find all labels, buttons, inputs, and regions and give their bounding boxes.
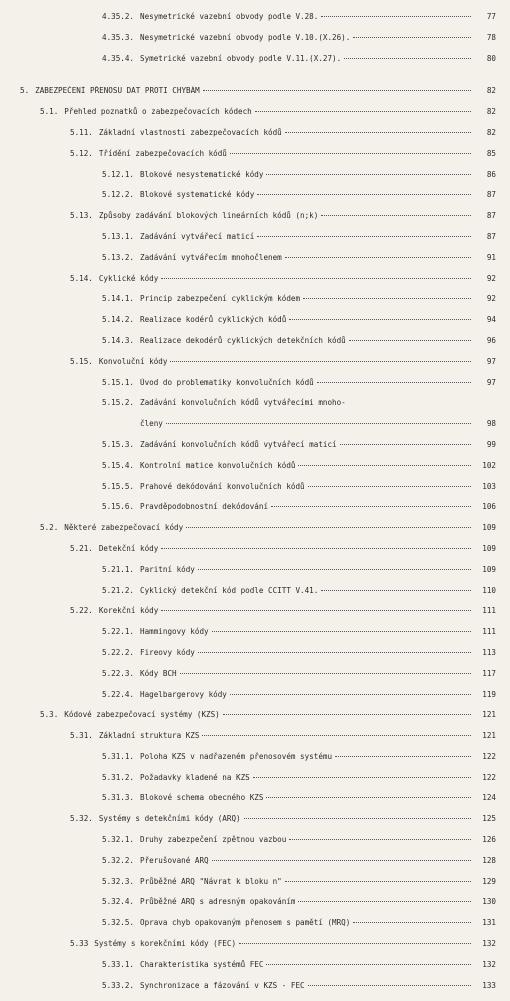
toc-entry-page: 92 <box>486 273 496 283</box>
toc-entry-number: 4.35.4. <box>102 53 135 63</box>
toc-entry <box>0 232 510 253</box>
toc-entry-page: 125 <box>482 814 496 824</box>
toc-entry-page: 109 <box>482 564 496 574</box>
toc-entry-page: 132 <box>482 959 496 969</box>
toc-entry-page: 106 <box>482 502 496 512</box>
toc-entry-page: 121 <box>482 731 496 741</box>
toc-entry-title: Systémy s detekčními kódy (ARQ) <box>98 814 241 824</box>
toc-entry-title: Kontrolní matice konvolučních kódů <box>140 460 296 470</box>
toc-entry-number: 5.31.2. <box>102 772 135 782</box>
toc-dot-leader <box>186 527 471 528</box>
toc-entry-number: 4.35.3. <box>102 32 135 42</box>
toc-dot-leader <box>166 423 471 424</box>
toc-entry <box>0 606 510 627</box>
toc-entry-title: Druhy zabezpečení zpětnou vazbou <box>140 835 287 845</box>
toc-entry-title: Pravděpodobnostní dekódování <box>140 502 269 512</box>
toc-dot-leader <box>321 16 471 17</box>
toc-entry-title: Cyklické kódy <box>98 273 159 283</box>
toc-dot-leader <box>266 964 471 965</box>
toc-entry-page: 111 <box>482 606 496 616</box>
toc-dot-leader <box>230 694 471 695</box>
toc-entry-page: 87 <box>486 231 496 241</box>
toc-entry-title: Systémy s korekčními kódy (FEC) <box>94 939 237 949</box>
toc-entry-title: Oprava chyb opakovaným přenosem s pamětí (MRQ) <box>140 918 351 928</box>
toc-entry-page: 131 <box>482 918 496 928</box>
toc-dot-leader <box>170 361 471 362</box>
toc-dot-leader <box>202 735 471 736</box>
toc-entry-page: 126 <box>482 835 496 845</box>
toc-dot-leader <box>161 548 471 549</box>
toc-entry-page: 109 <box>482 523 496 533</box>
toc-entry-page: 133 <box>482 980 496 990</box>
toc-entry-number: 5.2. <box>40 523 59 533</box>
toc-entry-number: 5.3. <box>40 710 59 720</box>
toc-entry <box>0 190 510 211</box>
toc-entry-title: Korekční kódy <box>98 606 159 616</box>
toc-dot-leader <box>321 590 471 591</box>
toc-entry-title: Zadávání konvolučních kódů vytvářecí maticí <box>140 439 337 449</box>
toc-entry <box>0 565 510 586</box>
toc-entry-page: 85 <box>486 148 496 158</box>
toc-entry-number: 5.32. <box>70 814 93 824</box>
toc-entry-page: 128 <box>482 855 496 865</box>
toc-entry <box>0 939 510 960</box>
toc-entry <box>0 544 510 565</box>
toc-entry <box>0 149 510 170</box>
toc-dot-leader <box>203 90 471 91</box>
toc-entry <box>0 294 510 315</box>
toc-dot-leader <box>298 465 471 466</box>
toc-dot-leader <box>230 153 471 154</box>
toc-entry-title: Průběžné ARQ s adresným opakováním <box>140 897 296 907</box>
toc-entry-number: 5.22.3. <box>102 668 135 678</box>
toc-entry-number: 5.15. <box>70 356 93 366</box>
toc-dot-leader <box>285 132 471 133</box>
toc-entry-page: 119 <box>482 689 496 699</box>
toc-entry-page: 98 <box>486 419 496 429</box>
toc-dot-leader <box>340 444 471 445</box>
toc-entry-title: Základní struktura KZS <box>98 731 200 741</box>
toc-dot-leader <box>266 797 471 798</box>
toc-entry-page: 113 <box>482 647 496 657</box>
toc-entry-title: Fireovy kódy <box>140 647 195 657</box>
toc-entry-number: 5.13. <box>70 211 93 221</box>
toc-entry-page: 97 <box>486 356 496 366</box>
toc-entry-title: Detekční kódy <box>98 543 159 553</box>
toc-entry-title: ZABEZPEČENÍ PŘENOSU DAT PROTI CHYBÁM <box>35 86 200 96</box>
toc-entry-number: 5.12.1. <box>102 169 135 179</box>
toc-dot-leader <box>198 652 471 653</box>
toc-entry <box>0 357 510 378</box>
toc-entry <box>0 33 510 54</box>
toc-entry-number: 5. <box>20 86 30 96</box>
toc-entry-number: 5.32.2. <box>102 855 135 865</box>
toc-dot-leader <box>308 486 471 487</box>
toc-entry <box>0 793 510 814</box>
toc-entry-number: 5.33.1. <box>102 959 135 969</box>
toc-entry <box>0 690 510 711</box>
toc-chapter-entry <box>0 86 510 107</box>
toc-entry <box>0 502 510 523</box>
toc-dot-leader <box>244 818 471 819</box>
toc-entry-page: 82 <box>486 86 496 96</box>
toc-entry-title: Symetrické vazební obvody podle V.11.(X.27). <box>140 53 342 63</box>
toc-entry-title: Zadávání vytvářecím mnohočlenem <box>140 252 282 262</box>
toc-entry <box>0 897 510 918</box>
toc-entry-number: 5.13.1. <box>102 231 135 241</box>
toc-entry <box>0 378 510 399</box>
toc-entry <box>0 54 510 75</box>
toc-entry-number: 5.14.2. <box>102 315 135 325</box>
toc-entry-page: 121 <box>482 710 496 720</box>
toc-entry <box>0 461 510 482</box>
toc-entry-page: 92 <box>486 294 496 304</box>
toc-entry-number: 5.14.1. <box>102 294 135 304</box>
toc-entry <box>0 918 510 939</box>
toc-entry-number: 5.14.3. <box>102 335 135 345</box>
toc-entry <box>0 253 510 274</box>
toc-entry <box>0 669 510 690</box>
toc-dot-leader <box>289 319 471 320</box>
toc-entry-title: Nesymetrické vazební obvody podle V.10.(X.26). <box>140 32 351 42</box>
toc-entry <box>0 170 510 191</box>
toc-entry <box>0 773 510 794</box>
toc-entry-continuation <box>0 419 510 440</box>
toc-dot-leader <box>180 673 471 674</box>
toc-dot-leader <box>303 298 471 299</box>
toc-dot-leader <box>212 860 471 861</box>
toc-entry-page: 109 <box>482 543 496 553</box>
toc-entry-title: Požadavky kladené na KZS <box>140 772 250 782</box>
toc-entry <box>0 627 510 648</box>
toc-entry-title: Poloha KZS v nadřazeném přenosovém systému <box>140 751 333 761</box>
toc-entry-number: 5.15.1. <box>102 377 135 387</box>
toc-entry-title: Charakteristika systémů FEC <box>140 959 264 969</box>
toc-entry-page: 124 <box>482 793 496 803</box>
toc-entry-page: 87 <box>486 190 496 200</box>
toc-dot-leader <box>285 257 471 258</box>
toc-entry-page: 80 <box>486 53 496 63</box>
toc-entry-title: Způsoby zadávání blokových lineárních kódů (n;k) <box>98 211 319 221</box>
toc-entry-page: 102 <box>482 460 496 470</box>
toc-entry <box>0 731 510 752</box>
toc-entry-title: Průběžné ARQ "Návrat k bloku n" <box>140 876 282 886</box>
toc-dot-leader <box>266 174 471 175</box>
toc-dot-leader <box>298 901 471 902</box>
toc-entry <box>0 398 510 419</box>
toc-entry-number: 5.31. <box>70 731 93 741</box>
toc-dot-leader <box>161 610 471 611</box>
toc-entry-number: 5.1. <box>40 107 59 117</box>
toc-entry-title: Konvoluční kódy <box>98 356 168 366</box>
toc-entry <box>0 107 510 128</box>
toc-entry-number: 5.31.1. <box>102 751 135 761</box>
toc-entry-number: 5.11. <box>70 127 93 137</box>
toc-entry <box>0 648 510 669</box>
toc-dot-leader <box>289 839 471 840</box>
toc-entry-number: 5.15.3. <box>102 439 135 449</box>
toc-dot-leader <box>353 37 471 38</box>
toc-entry-title: Realizace dekodérů cyklických detekčních kódů <box>140 335 346 345</box>
toc-entry <box>0 960 510 981</box>
toc-entry-title: Kódové zabezpečovací systémy (KZS) <box>64 710 220 720</box>
toc-dot-leader <box>344 58 471 59</box>
toc-entry-number: 5.22.4. <box>102 689 135 699</box>
toc-dot-leader <box>257 236 471 237</box>
toc-dot-leader <box>212 631 471 632</box>
toc-entry-title: Kódy BCH <box>140 668 177 678</box>
toc-entry-page: 99 <box>486 439 496 449</box>
toc-entry-number: 5.22.1. <box>102 627 135 637</box>
toc-entry <box>0 856 510 877</box>
toc-dot-leader <box>271 506 471 507</box>
toc-entry <box>0 586 510 607</box>
toc-entry-number: 5.15.6. <box>102 502 135 512</box>
toc-entry-number: 5.15.5. <box>102 481 135 491</box>
toc-entry-number: 5.21. <box>70 543 93 553</box>
toc-entry <box>0 211 510 232</box>
section-spacer <box>0 74 510 86</box>
toc-entry-title: Úvod do problematiky konvolučních kódů <box>140 377 314 387</box>
toc-entry-page: 87 <box>486 211 496 221</box>
toc-entry-page: 91 <box>486 252 496 262</box>
toc-entry-title: Zadávání konvolučních kódů vytvářecími mnoho- <box>140 398 346 408</box>
toc-entry <box>0 482 510 503</box>
toc-entry-number: 5.33.2. <box>102 980 135 990</box>
toc-entry-number: 5.22.2. <box>102 647 135 657</box>
toc-entry-title: Blokové schema obecného KZS <box>140 793 264 803</box>
toc-entry-page: 86 <box>486 169 496 179</box>
toc-entry-page: 96 <box>486 335 496 345</box>
toc-entry-number: 5.32.3. <box>102 876 135 886</box>
toc-dot-leader <box>198 569 471 570</box>
toc-entry-title-continued: členy <box>140 419 163 429</box>
toc-dot-leader <box>253 777 471 778</box>
toc-entry-page: 129 <box>482 876 496 886</box>
toc-dot-leader <box>223 714 471 715</box>
toc-entry-number: 5.15.2. <box>102 398 135 408</box>
toc-entry-page: 94 <box>486 315 496 325</box>
toc-entry-number: 5.15.4. <box>102 460 135 470</box>
toc-entry-page: 130 <box>482 897 496 907</box>
toc-entry-number: 5.22. <box>70 606 93 616</box>
toc-entry-title: Základní vlastnosti zabezpečovacích kódů <box>98 127 282 137</box>
toc-dot-leader <box>317 382 471 383</box>
toc-entry-number: 4.35.2. <box>102 12 135 21</box>
toc-entry-title: Blokové systematické kódy <box>140 190 255 200</box>
toc-entry <box>0 336 510 357</box>
toc-entry-page: 78 <box>486 32 496 42</box>
toc-entry <box>0 315 510 336</box>
toc-entry-page: 103 <box>482 481 496 491</box>
toc-entry-number: 5.12. <box>70 148 93 158</box>
toc-entry-page: 111 <box>482 627 496 637</box>
toc-entry-title: Nesymetrické vazební obvody podle V.28. <box>140 12 319 21</box>
toc-entry-number: 5.33 <box>70 939 89 949</box>
toc-entry-title: Synchronizace a fázování v KZS - FEC <box>140 980 305 990</box>
toc-entry-page: 117 <box>482 668 496 678</box>
toc-entry <box>0 128 510 149</box>
toc-entry-number: 5.13.2. <box>102 252 135 262</box>
toc-entry <box>0 981 510 1001</box>
toc-entry-title: Paritní kódy <box>140 564 195 574</box>
toc-entry <box>0 523 510 544</box>
toc-entry-number: 5.32.5. <box>102 918 135 928</box>
toc-dot-leader <box>349 340 471 341</box>
toc-entry-page: 132 <box>482 939 496 949</box>
toc-dot-leader <box>321 215 471 216</box>
toc-entry-number: 5.32.4. <box>102 897 135 907</box>
toc-dot-leader <box>335 756 471 757</box>
toc-entry <box>0 877 510 898</box>
toc-entry-title: Třídění zabezpečovacích kódů <box>98 148 227 158</box>
toc-dot-leader <box>255 111 471 112</box>
toc-entry <box>0 440 510 461</box>
toc-dot-leader <box>239 943 471 944</box>
toc-entry-title: Cyklický detekční kód podle CCITT V.41. <box>140 585 319 595</box>
toc-entry-title: Hagelbargerovy kódy <box>140 689 227 699</box>
toc-dot-leader <box>353 922 471 923</box>
toc-dot-leader <box>257 194 471 195</box>
toc-entry-page: 122 <box>482 751 496 761</box>
toc-entry-page: 82 <box>486 107 496 117</box>
toc-entry-page: 97 <box>486 377 496 387</box>
toc-entry <box>0 12 510 33</box>
toc-dot-leader <box>161 278 471 279</box>
toc-entry <box>0 835 510 856</box>
toc-entry-title: Některé zabezpečovací kódy <box>64 523 184 533</box>
toc-entry-number: 5.31.3. <box>102 793 135 803</box>
toc-entry-page: 82 <box>486 127 496 137</box>
toc-entry-title: Prahové dekódování konvolučních kódů <box>140 481 305 491</box>
toc-entry-page: 122 <box>482 772 496 782</box>
toc-entry <box>0 710 510 731</box>
toc-dot-leader <box>285 881 471 882</box>
toc-entry-page: 77 <box>486 12 496 21</box>
toc-entry-title: Blokové nesystematické kódy <box>140 169 264 179</box>
toc-entry-number: 5.12.2. <box>102 190 135 200</box>
toc-entry-title: Princip zabezpečení cyklickým kódem <box>140 294 301 304</box>
toc-entry-title: Přehled poznatků o zabezpečovacích kódech <box>64 107 252 117</box>
toc-entry <box>0 274 510 295</box>
toc-entry-page: 110 <box>482 585 496 595</box>
toc-entry-title: Realizace kodérů cyklických kódů <box>140 315 287 325</box>
toc-entry-number: 5.32.1. <box>102 835 135 845</box>
toc-dot-leader <box>308 985 471 986</box>
toc-entry-title: Zadávání vytvářecí maticí <box>140 231 255 241</box>
toc-entry-number: 5.14. <box>70 273 93 283</box>
toc-entry-number: 5.21.1. <box>102 564 135 574</box>
toc-entry-title: Hammingovy kódy <box>140 627 209 637</box>
toc-entry-number: 5.21.2. <box>102 585 135 595</box>
toc-entry <box>0 814 510 835</box>
toc-entry-title: Přerušované ARQ <box>140 855 209 865</box>
